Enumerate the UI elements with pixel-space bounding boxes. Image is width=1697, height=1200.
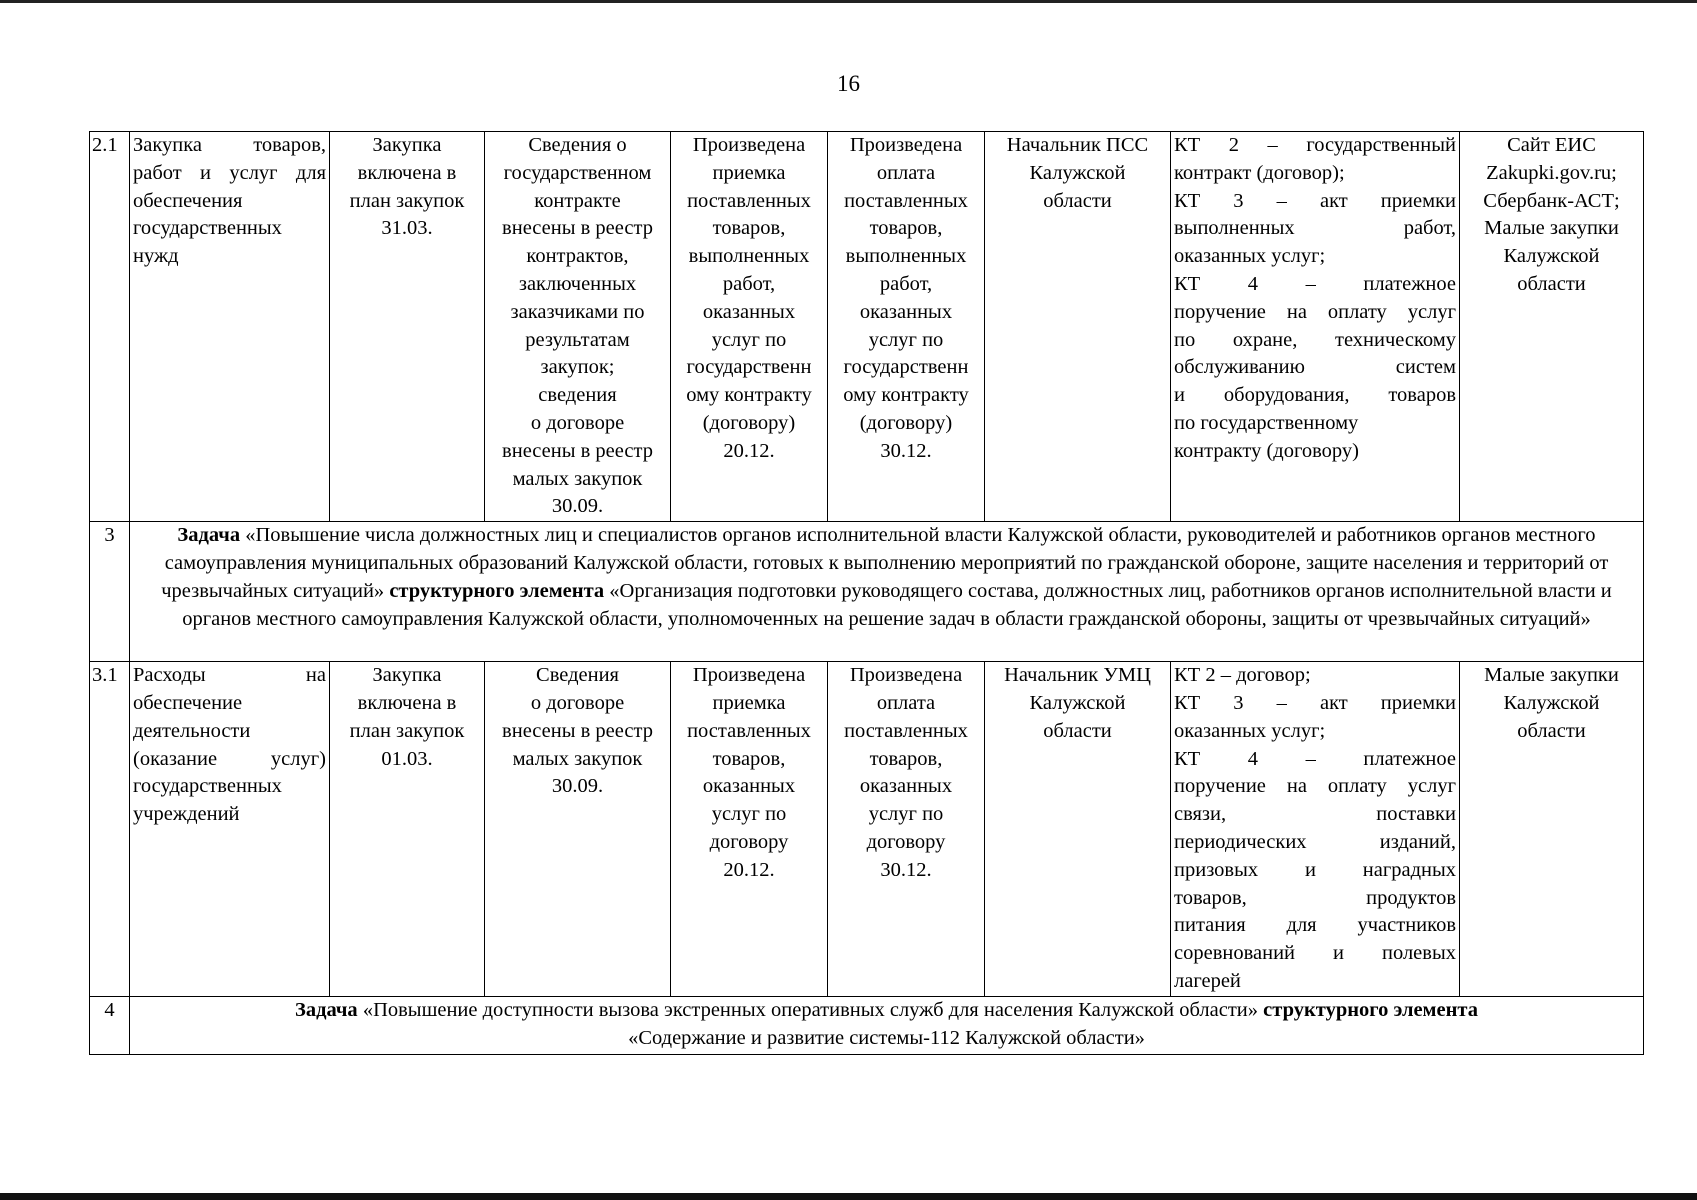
structural-element-keyword: структурного элемента (389, 579, 605, 602)
cell-line: товаров, (869, 217, 943, 240)
cell-line: по государственному (1174, 411, 1359, 434)
cell-line: КТ 3 – акт приемки (1174, 691, 1456, 714)
cell-line: 20.12. (723, 858, 775, 881)
cell-line: оказанных услуг; (1174, 719, 1326, 742)
cell-line: работ, (879, 272, 933, 295)
cell-line: заказчиками по (510, 300, 645, 323)
cell-line: связи, поставки (1174, 803, 1456, 826)
cell-line: внесены в реестр (502, 439, 653, 462)
cell-line: план закупок (349, 189, 465, 212)
cell-line: оказанных (859, 300, 953, 323)
cell-control-event-1 (330, 132, 485, 522)
cell-control-points (1171, 132, 1460, 522)
cell-line: 20.12. (723, 439, 775, 462)
task-text: «Повышение числа должностных лиц и специалистов органов исполнительной власти Калужской области, руководителей и работников органов местного самоуправления муниципальных образований Калужской области, готовых к выполнению мероприятий по гражданской обороне, защите населения и территорий от чрезвычайных ситуаций» (161, 524, 1609, 602)
cell-line: государственных (133, 217, 282, 240)
cell-line: обеспечения (133, 189, 243, 212)
cell-line: Закупка товаров, (133, 134, 326, 156)
cell-line: приемка (712, 691, 786, 714)
cell-line: КТ 3 – акт приемки (1174, 189, 1456, 212)
cell-line: поставленных (687, 189, 811, 212)
cell-line: ому контракту (686, 384, 812, 407)
cell-line: государственн (686, 356, 812, 379)
cell-line: товаров, (712, 217, 786, 240)
table-row-2-1 (90, 132, 1644, 522)
cell-line: внесены в реестр (502, 719, 653, 742)
cell-name (130, 662, 330, 997)
cell-line: КТ 4 – платежное (1174, 272, 1456, 295)
cell-line: Калужской (1503, 245, 1600, 268)
cell-line: внесены в реестр (502, 217, 653, 240)
row-number: 3.1 (90, 662, 130, 997)
cell-control-event-4 (828, 132, 985, 522)
cell-line: поручение на оплату услуг (1174, 300, 1456, 323)
cell-line: контрактов, (526, 245, 629, 268)
cell-line: 30.09. (551, 775, 604, 798)
cell-line: товаров, продуктов (1174, 886, 1456, 909)
cell-line: обслуживанию систем (1174, 356, 1456, 379)
cell-line: Калужской (1029, 691, 1126, 714)
cell-line: нужд (133, 245, 179, 268)
cell-line: призовых и наградных (1174, 858, 1456, 881)
cell-line: товаров, (869, 747, 943, 770)
cell-line: Zakupki.gov.ru; (1486, 161, 1617, 184)
cell-line: услуг по (711, 803, 787, 826)
structural-element-text: «Организация подготовки руководящего состава, должностных лиц, работников органов исполнительной власти и органов местного самоуправления Калужской области, уполномоченных на решение задач в области гражданской обороны, защиты от чрезвычайных ситуаций» (182, 579, 1612, 630)
cell-line: включена в (357, 691, 457, 714)
cell-line: 01.03. (381, 747, 433, 770)
cell-line: обеспечение (133, 691, 243, 714)
cell-line: КТ 2 – государственный (1174, 134, 1456, 156)
cell-line: контракте (534, 189, 621, 212)
cell-line: контракт (договор); (1174, 161, 1345, 184)
cell-line: Калужской (1029, 161, 1126, 184)
cell-line: Сбербанк-АСТ; (1483, 189, 1620, 212)
cell-line: о договоре (530, 411, 625, 434)
cell-line: поставленных (844, 719, 968, 742)
cell-line: области (1043, 189, 1112, 212)
row-number: 2.1 (90, 132, 130, 522)
cell-line: Произведена (849, 664, 963, 687)
table-row-3-1 (90, 662, 1644, 997)
cell-line: КТ 2 – договор; (1174, 664, 1311, 687)
cell-line: Закупка (372, 134, 442, 156)
cell-line: государственном (503, 161, 652, 184)
cell-line: договору (866, 830, 946, 853)
cell-line: закупок; (540, 356, 615, 379)
cell-responsible (985, 132, 1171, 522)
cell-line: питания для участников (1174, 914, 1456, 937)
cell-line: оказанных (859, 775, 953, 798)
plan-table (89, 131, 1644, 1055)
cell-control-event-2 (485, 132, 671, 522)
cell-line: работ, (722, 272, 776, 295)
cell-line: (договору) (859, 411, 953, 434)
cell-info-source (1460, 662, 1644, 997)
cell-line: результатам (525, 328, 630, 351)
cell-line: Малые закупки (1484, 217, 1619, 240)
row-number: 4 (90, 996, 130, 1054)
cell-control-event-1 (330, 662, 485, 997)
cell-line: услуг по (711, 328, 787, 351)
cell-line: Сведения (536, 664, 619, 687)
cell-line: работ и услуг для (133, 161, 326, 184)
cell-line: заключенных (518, 272, 637, 295)
cell-line: учреждений (133, 803, 240, 826)
task-description (130, 996, 1644, 1054)
cell-line: оплата (876, 691, 936, 714)
cell-line: 30.12. (880, 858, 932, 881)
structural-element-text: «Содержание и развитие системы-112 Калужской области» (628, 1026, 1145, 1049)
cell-line: области (1517, 719, 1586, 742)
cell-control-event-3 (671, 132, 828, 522)
cell-line: товаров, (712, 747, 786, 770)
task-row-4 (90, 996, 1644, 1054)
page-top-edge (0, 0, 1697, 3)
cell-line: государственн (843, 356, 969, 379)
cell-line: Сведения о (528, 134, 627, 156)
cell-line: Закупка (372, 664, 442, 687)
cell-line: периодических изданий, (1174, 830, 1456, 853)
cell-name (130, 132, 330, 522)
cell-line: включена в (357, 161, 457, 184)
page-bottom-edge (0, 1193, 1697, 1200)
cell-line: области (1043, 719, 1112, 742)
cell-line: приемка (712, 161, 786, 184)
task-description (130, 522, 1644, 662)
cell-line: (договору) (702, 411, 796, 434)
cell-line: и оборудования, товаров (1174, 384, 1456, 407)
cell-line: сведения (538, 384, 617, 407)
cell-responsible (985, 662, 1171, 997)
row-number: 3 (90, 522, 130, 662)
cell-control-event-3 (671, 662, 828, 997)
cell-control-points (1171, 662, 1460, 997)
cell-line: 30.09. (551, 495, 604, 518)
cell-line: услуг по (868, 328, 944, 351)
cell-line: Расходы на (133, 664, 326, 687)
cell-line: поставленных (844, 189, 968, 212)
cell-line: выполненных (688, 245, 810, 268)
cell-line: 31.03. (381, 217, 433, 240)
task-keyword: Задача (177, 524, 241, 547)
cell-line: услуг по (868, 803, 944, 826)
task-text: «Повышение доступности вызова экстренных оперативных служб для населения Калужской области» (362, 998, 1259, 1021)
cell-line: Начальник ПСС (1006, 134, 1149, 156)
cell-line: о договоре (530, 691, 625, 714)
cell-control-event-4 (828, 662, 985, 997)
cell-line: деятельности (133, 719, 251, 742)
cell-line: поручение на оплату услуг (1174, 775, 1456, 798)
cell-line: 30.12. (880, 439, 932, 462)
cell-line: КТ 4 – платежное (1174, 747, 1456, 770)
cell-line: оказанных (702, 300, 796, 323)
cell-line: оказанных услуг; (1174, 245, 1326, 268)
structural-element-keyword: структурного элемента (1263, 998, 1478, 1021)
cell-line: Произведена (849, 134, 963, 156)
cell-line: выполненных (845, 245, 967, 268)
cell-line: выполненных работ, (1174, 217, 1456, 240)
cell-line: по охране, техническому (1174, 328, 1456, 351)
cell-line: лагерей (1174, 969, 1241, 992)
cell-line: ому контракту (843, 384, 969, 407)
cell-line: Калужской (1503, 691, 1600, 714)
cell-line: оказанных (702, 775, 796, 798)
cell-line: Произведена (692, 664, 806, 687)
cell-line: (оказание услуг) (133, 747, 326, 770)
cell-line: Сайт ЕИС (1507, 134, 1596, 156)
cell-line: соревнований и полевых (1174, 942, 1456, 965)
cell-line: Малые закупки (1484, 664, 1619, 687)
cell-line: поставленных (687, 719, 811, 742)
cell-line: оплата (876, 161, 936, 184)
cell-line: Начальник УМЦ (1004, 664, 1151, 687)
cell-line: контракту (договору) (1174, 439, 1359, 462)
cell-line: малых закупок (512, 467, 643, 490)
cell-line: план закупок (349, 719, 465, 742)
cell-control-event-2 (485, 662, 671, 997)
cell-line: области (1517, 272, 1586, 295)
task-row-3 (90, 522, 1644, 662)
task-keyword: Задача (295, 998, 358, 1021)
cell-line: малых закупок (512, 747, 643, 770)
cell-line: Произведена (692, 134, 806, 156)
page-number: 16 (837, 71, 860, 96)
cell-line: договору (709, 830, 789, 853)
cell-info-source (1460, 132, 1644, 522)
cell-line: государственных (133, 775, 282, 798)
